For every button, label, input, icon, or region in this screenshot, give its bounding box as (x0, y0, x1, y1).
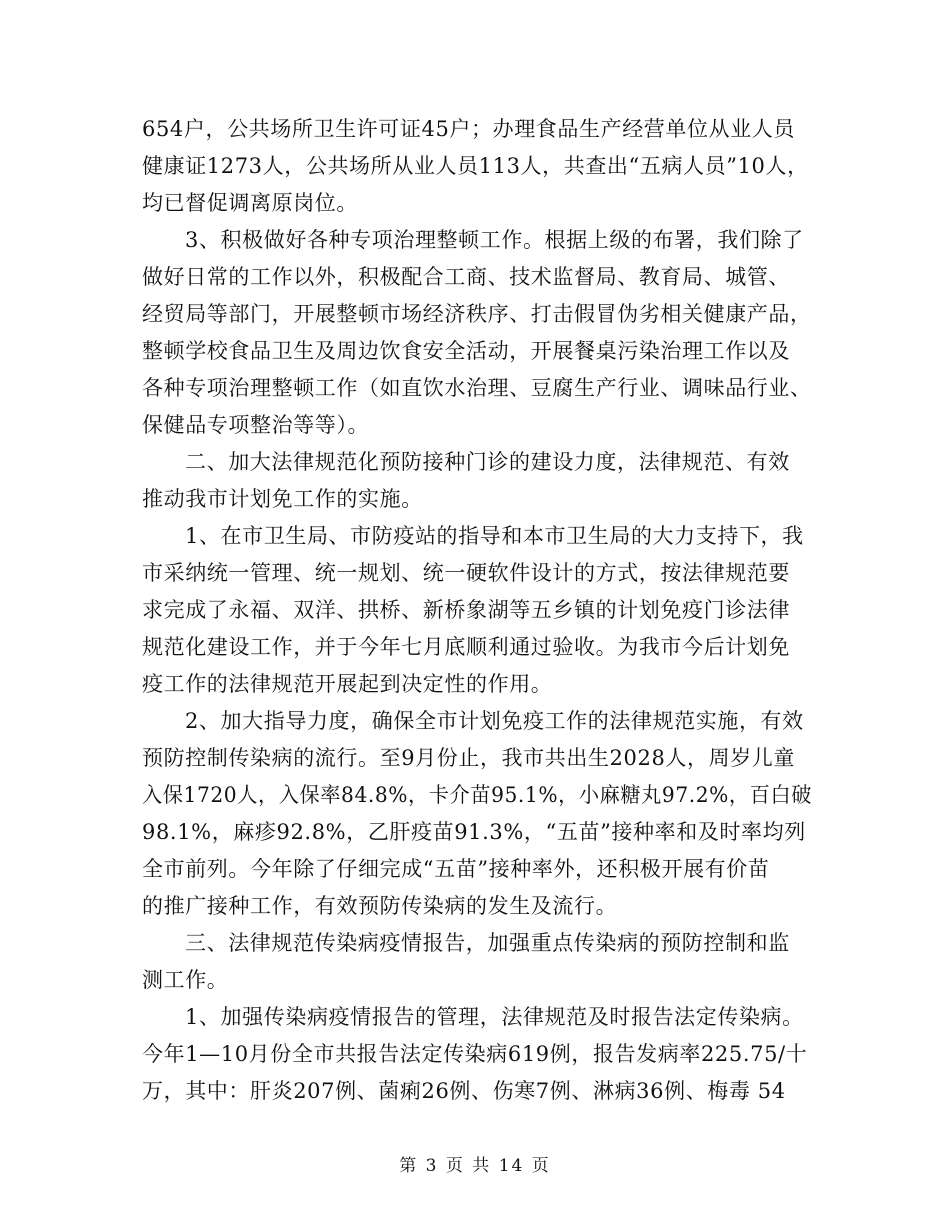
body-text-line: 2、加大指导力度，确保全市计划免疫工作的法律规范实施，有效 (185, 709, 804, 733)
body-text-line: 入保1720人，入保率84.8%，卡介苗95.1%，小麻糖丸97.2%，百白破 (142, 783, 812, 807)
body-text-line: 整顿学校食品卫生及周边饮食安全活动，开展餐桌污染治理工作以及 (142, 339, 790, 363)
body-text-line: 做好日常的工作以外，积极配合工商、技术监督局、教育局、城管、 (142, 265, 790, 289)
body-text-line: 预防控制传染病的流行。至9月份止，我市共出生2028人，周岁儿童 (142, 746, 796, 770)
section-heading-line: 三、法律规范传染病疫情报告，加强重点传染病的预防控制和监 (185, 931, 790, 955)
body-text-line: 98.1%，麻疹92.8%，乙肝疫苗91.3%，“五苗”接种率和及时率均列 (142, 820, 806, 844)
body-text-line: 万，其中：肝炎207例、菌痢26例、伤寒7例、淋病36例、梅毒 54 (142, 1079, 786, 1103)
body-text-line: 1、在市卫生局、市防疫站的指导和本市卫生局的大力支持下，我 (185, 524, 804, 548)
body-text-line: 3、积极做好各种专项治理整顿工作。根据上级的布署，我们除了 (185, 228, 804, 252)
section-heading-line: 推动我市计划免工作的实施。 (142, 487, 423, 511)
page-number-footer: 第 3 页 共 14 页 (399, 1156, 551, 1176)
section-heading-line: 测工作。 (142, 968, 229, 992)
body-text-line: 经贸局等部门，开展整顿市场经济秩序、打击假冒伪劣相关健康产品， (142, 302, 812, 326)
section-heading-line: 二、加大法律规范化预防接种门诊的建设力度，法律规范、有效 (185, 450, 790, 474)
body-text-line: 保健品专项整治等等）。 (142, 413, 370, 437)
body-text-line: 的推广接种工作，有效预防传染病的发生及流行。 (142, 894, 618, 918)
body-text-line: 市采纳统一管理、统一规划、统一硬软件设计的方式，按法律规范要 (142, 561, 790, 585)
body-text-line: 求完成了永福、双洋、拱桥、新桥象湖等五乡镇的计划免疫门诊法律 (142, 598, 790, 622)
body-text-line: 各种专项治理整顿工作（如直饮水治理、豆腐生产行业、调味品行业、 (142, 376, 812, 400)
body-text-line: 今年1—10月份全市共报告法定传染病619例，报告发病率225.75/十 (142, 1042, 808, 1066)
body-text-line: 均已督促调离原岗位。 (142, 191, 358, 215)
body-text-line: 全市前列。今年除了仔细完成“五苗”接种率外，还积极开展有价苗 (142, 857, 770, 881)
body-text-line: 健康证1273人，公共场所从业人员113人，共查出“五病人员”10人， (142, 154, 809, 178)
body-text-line: 疫工作的法律规范开展起到决定性的作用。 (142, 672, 553, 696)
body-text-line: 1、加强传染病疫情报告的管理，法律规范及时报告法定传染病。 (185, 1005, 804, 1029)
body-text-line: 654户，公共场所卫生许可证45户；办理食品生产经营单位从业人员 (142, 117, 796, 141)
body-text-line: 规范化建设工作，并于今年七月底顺利通过验收。为我市今后计划免 (142, 635, 790, 659)
